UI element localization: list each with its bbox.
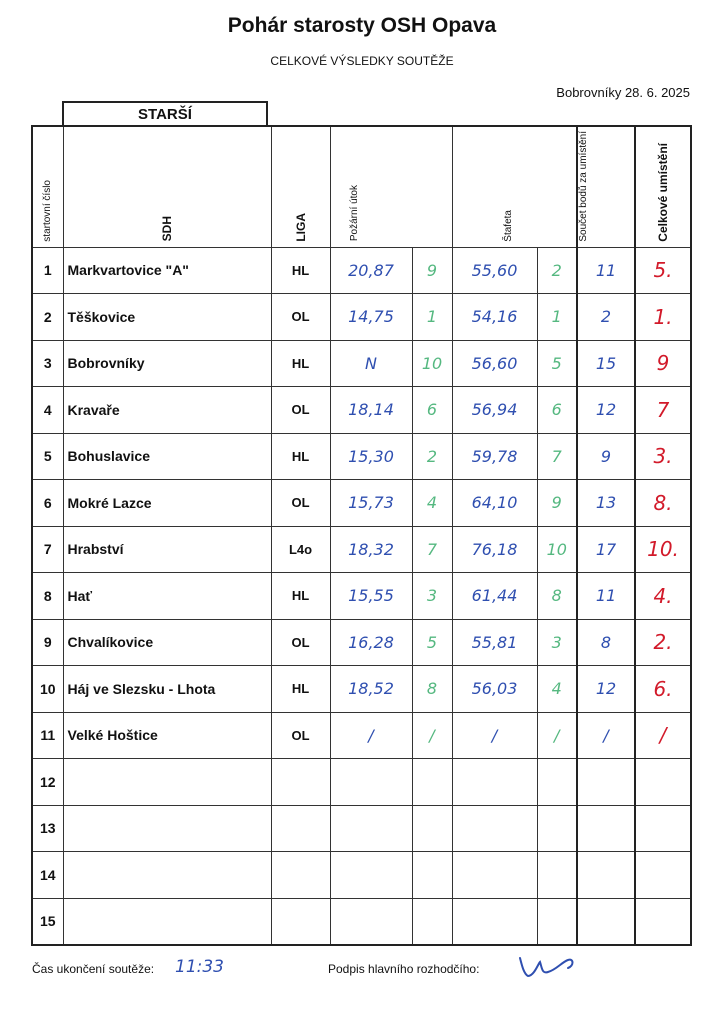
attack-time: 18,32 (330, 526, 412, 573)
relay-points: 6 (537, 387, 577, 434)
overall-place: 9 (635, 340, 691, 387)
team-name (63, 759, 271, 806)
attack-points (412, 898, 452, 945)
relay-points: 9 (537, 480, 577, 527)
league: L4o (271, 526, 330, 573)
row-number: 6 (32, 480, 63, 527)
team-name: Hrabství (63, 526, 271, 573)
relay-time: 56,94 (452, 387, 537, 434)
relay-time (452, 852, 537, 899)
team-name: Bobrovníky (63, 340, 271, 387)
team-name: Bohuslavice (63, 433, 271, 480)
points-sum: 12 (577, 666, 635, 713)
table-row (32, 805, 691, 852)
header-attack: Požární útok (330, 126, 452, 247)
table-row (32, 619, 691, 666)
league: OL (271, 619, 330, 666)
points-sum: 13 (577, 480, 635, 527)
points-sum: 2 (577, 294, 635, 341)
overall-place (635, 898, 691, 945)
table-row (32, 294, 691, 341)
place-date: Bobrovníky 28. 6. 2025 (556, 85, 690, 100)
attack-time: 15,55 (330, 573, 412, 620)
attack-points: 6 (412, 387, 452, 434)
league: HL (271, 340, 330, 387)
overall-place (635, 805, 691, 852)
team-name: Markvartovice "A" (63, 247, 271, 294)
relay-points: 1 (537, 294, 577, 341)
table-row (32, 573, 691, 620)
attack-points: 10 (412, 340, 452, 387)
attack-time: 18,14 (330, 387, 412, 434)
points-sum: 9 (577, 433, 635, 480)
row-number: 15 (32, 898, 63, 945)
category-label: STARŠÍ (62, 101, 268, 125)
relay-points (537, 898, 577, 945)
attack-points: 9 (412, 247, 452, 294)
relay-time: 61,44 (452, 573, 537, 620)
table-row (32, 759, 691, 806)
relay-points (537, 805, 577, 852)
relay-time: 55,60 (452, 247, 537, 294)
points-sum (577, 805, 635, 852)
league (271, 898, 330, 945)
points-sum (577, 759, 635, 806)
table-row (32, 340, 691, 387)
team-name (63, 805, 271, 852)
attack-points (412, 759, 452, 806)
attack-points: 7 (412, 526, 452, 573)
table-row (32, 712, 691, 759)
league: OL (271, 480, 330, 527)
header-sdh: SDH (63, 126, 271, 247)
attack-time: 15,30 (330, 433, 412, 480)
attack-time (330, 898, 412, 945)
row-number: 12 (32, 759, 63, 806)
overall-place: 2. (635, 619, 691, 666)
row-number: 7 (32, 526, 63, 573)
attack-time: 15,73 (330, 480, 412, 527)
relay-points: 5 (537, 340, 577, 387)
team-name: Velké Hoštice (63, 712, 271, 759)
points-sum: 11 (577, 573, 635, 620)
row-number: 9 (32, 619, 63, 666)
row-number: 3 (32, 340, 63, 387)
overall-place: 8. (635, 480, 691, 527)
table-row (32, 247, 691, 294)
results-table (31, 125, 692, 946)
team-name: Chvalíkovice (63, 619, 271, 666)
row-number: 8 (32, 573, 63, 620)
attack-time: / (330, 712, 412, 759)
points-sum: 8 (577, 619, 635, 666)
team-name: Háj ve Slezsku - Lhota (63, 666, 271, 713)
team-name: Mokré Lazce (63, 480, 271, 527)
overall-place (635, 759, 691, 806)
relay-time: 64,10 (452, 480, 537, 527)
attack-points: 4 (412, 480, 452, 527)
attack-time: 18,52 (330, 666, 412, 713)
overall-place: 6. (635, 666, 691, 713)
relay-time: 59,78 (452, 433, 537, 480)
points-sum: 12 (577, 387, 635, 434)
attack-time (330, 759, 412, 806)
row-number: 2 (32, 294, 63, 341)
points-sum (577, 898, 635, 945)
relay-points: / (537, 712, 577, 759)
attack-points: 2 (412, 433, 452, 480)
attack-points: 8 (412, 666, 452, 713)
points-sum (577, 852, 635, 899)
header-start-no: startovní číslo (32, 126, 63, 247)
attack-points (412, 852, 452, 899)
league (271, 759, 330, 806)
header-liga: LIGA (271, 126, 330, 247)
header-overall: Celkové umístění (635, 126, 691, 247)
signature-image (516, 952, 580, 980)
table-header-row (32, 126, 691, 247)
league: HL (271, 433, 330, 480)
relay-points: 4 (537, 666, 577, 713)
league (271, 805, 330, 852)
relay-points (537, 759, 577, 806)
table-row (32, 480, 691, 527)
document-subtitle: CELKOVÉ VÝSLEDKY SOUTĚŽE (270, 54, 454, 68)
team-name: Hať (63, 573, 271, 620)
table-row (32, 526, 691, 573)
relay-points: 10 (537, 526, 577, 573)
team-name (63, 852, 271, 899)
league: OL (271, 294, 330, 341)
league: HL (271, 666, 330, 713)
points-sum: 17 (577, 526, 635, 573)
overall-place: / (635, 712, 691, 759)
relay-time (452, 898, 537, 945)
points-sum: 11 (577, 247, 635, 294)
relay-time (452, 759, 537, 806)
overall-place: 10. (635, 526, 691, 573)
overall-place: 4. (635, 573, 691, 620)
row-number: 1 (32, 247, 63, 294)
relay-time: 56,60 (452, 340, 537, 387)
header-relay: Štafeta (452, 126, 577, 247)
relay-time: 76,18 (452, 526, 537, 573)
relay-time (452, 805, 537, 852)
relay-time: / (452, 712, 537, 759)
relay-points: 2 (537, 247, 577, 294)
row-number: 13 (32, 805, 63, 852)
attack-points: / (412, 712, 452, 759)
relay-time: 56,03 (452, 666, 537, 713)
table-row (32, 387, 691, 434)
relay-time: 54,16 (452, 294, 537, 341)
signature-label: Podpis hlavního rozhodčího: (328, 962, 480, 976)
attack-time (330, 852, 412, 899)
row-number: 10 (32, 666, 63, 713)
overall-place: 7 (635, 387, 691, 434)
relay-points (537, 852, 577, 899)
row-number: 5 (32, 433, 63, 480)
attack-time: 16,28 (330, 619, 412, 666)
table-row (32, 666, 691, 713)
attack-time: N (330, 340, 412, 387)
relay-points: 3 (537, 619, 577, 666)
table-row (32, 433, 691, 480)
league: OL (271, 387, 330, 434)
points-sum: / (577, 712, 635, 759)
points-sum: 15 (577, 340, 635, 387)
end-time-value: 11:33 (175, 957, 224, 977)
relay-time: 55,81 (452, 619, 537, 666)
end-time-label: Čas ukončení soutěže: (32, 962, 155, 976)
league (271, 852, 330, 899)
team-name (63, 898, 271, 945)
attack-time: 14,75 (330, 294, 412, 341)
attack-points (412, 805, 452, 852)
attack-points: 1 (412, 294, 452, 341)
league: HL (271, 573, 330, 620)
overall-place: 1. (635, 294, 691, 341)
row-number: 14 (32, 852, 63, 899)
team-name: Těškovice (63, 294, 271, 341)
table-row (32, 898, 691, 945)
relay-points: 7 (537, 433, 577, 480)
document-title: Pohár starosty OSH Opava (227, 14, 497, 37)
attack-points: 3 (412, 573, 452, 620)
overall-place: 3. (635, 433, 691, 480)
league: OL (271, 712, 330, 759)
header-points-sum: Součet bodů za umístění (577, 126, 635, 247)
table-row (32, 852, 691, 899)
overall-place (635, 852, 691, 899)
relay-points: 8 (537, 573, 577, 620)
row-number: 11 (32, 712, 63, 759)
attack-points: 5 (412, 619, 452, 666)
overall-place: 5. (635, 247, 691, 294)
league: HL (271, 247, 330, 294)
attack-time (330, 805, 412, 852)
row-number: 4 (32, 387, 63, 434)
attack-time: 20,87 (330, 247, 412, 294)
team-name: Kravaře (63, 387, 271, 434)
